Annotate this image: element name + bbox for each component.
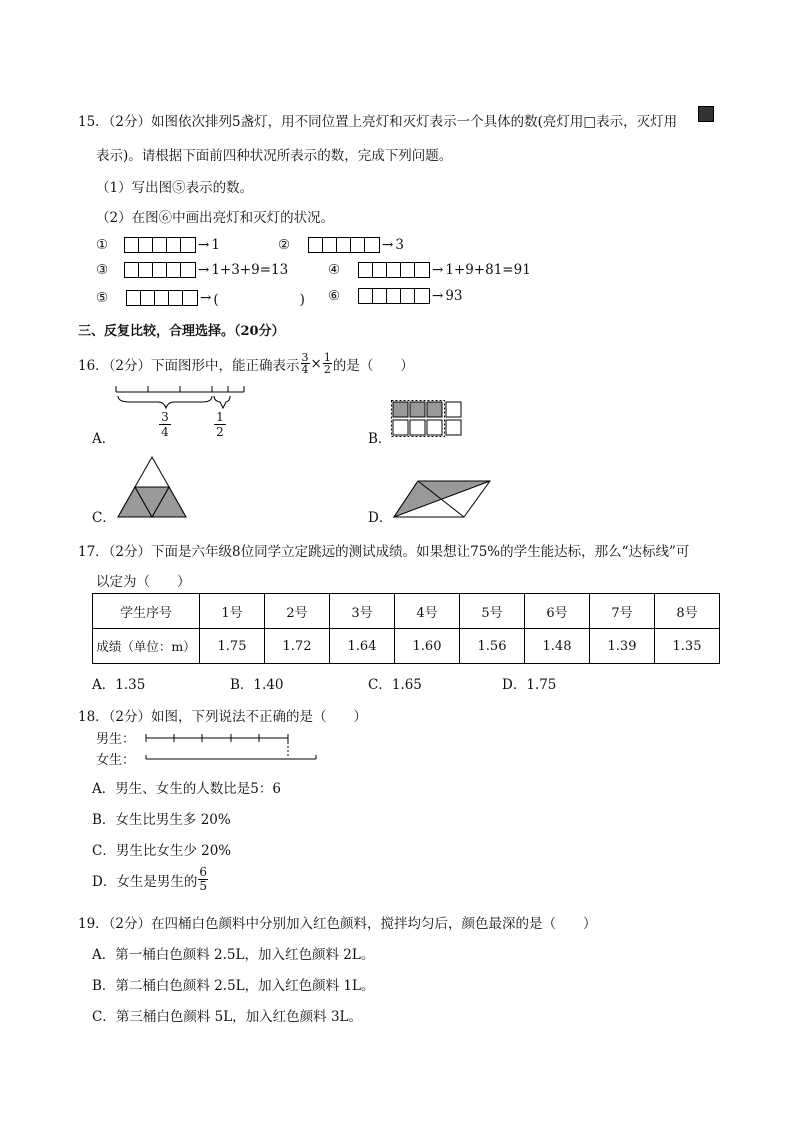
scores-table [92, 593, 720, 664]
table-cell: 1.72 [265, 629, 330, 664]
girls-label: 女生： [96, 753, 136, 768]
q15-stem-line2: 表示)。请根据下面前四种状况所表示的数，完成下列问题。 [96, 148, 453, 164]
arrow-icon: → [432, 262, 444, 278]
arrow-icon: → [382, 237, 394, 253]
lamp-row-4 [328, 262, 531, 278]
lamp-label: ① [96, 237, 109, 253]
lamp-row-1 [96, 237, 220, 253]
table-cell: 1号 [200, 594, 265, 629]
q19-option-b[interactable]: B．第二桶白色颜料 2.5L，加入红色颜料 1L。 [92, 978, 375, 994]
lamp-strip [358, 288, 430, 304]
table-row [93, 594, 720, 629]
lamp-row-6 [328, 288, 463, 304]
q18-option-d[interactable] [92, 866, 209, 893]
q19-option-c[interactable]: C．第三桶白色颜料 5L，加入红色颜料 3L。 [92, 1009, 363, 1025]
q18-option-c[interactable]: C．男生比女生少 20% [92, 843, 232, 859]
q16-stem [78, 352, 414, 375]
q18-option-a[interactable]: A．男生、女生的人数比是5：6 [92, 781, 281, 797]
table-cell: 1.60 [395, 629, 460, 664]
lamp-strip [124, 237, 196, 253]
q19-stem: 19．（2分）在四桶白色颜料中分别加入红色颜料，搅拌均匀后，颜色最深的是（ ） [78, 916, 597, 932]
table-cell: 1.48 [525, 629, 590, 664]
table-cell: 学生序号 [93, 594, 200, 629]
parallelogram-diagram [392, 478, 492, 520]
q15-part2: （2）在图⑥中画出亮灯和灭灯的状况。 [96, 210, 335, 226]
q15-stem-text: 15．（2分）如图依次排列5盏灯，用不同位置上亮灯和灭灯表示一个具体的数(亮灯用□表示，灭灯用 [78, 114, 678, 130]
q16-option-d[interactable]: D． [368, 510, 393, 526]
fraction-three-quarters: $\frac{3}{4}$ [301, 351, 309, 376]
table-cell: 1.56 [460, 629, 525, 664]
q17-option-b[interactable]: B．1.40 [230, 677, 284, 693]
q16-stem-post: 的是（ ） [332, 357, 414, 374]
lamp-value-blank: ( ) [213, 292, 305, 308]
arrow-icon: → [198, 262, 210, 278]
brace-label-three-quarters: 3 4 [159, 410, 171, 439]
table-cell: 1.75 [200, 629, 265, 664]
q19-option-a[interactable]: A．第一桶白色颜料 2.5L，加入红色颜料 2L。 [92, 947, 375, 963]
table-cell: 1.35 [655, 629, 720, 664]
brace-label-one-half: 1 2 [214, 410, 226, 439]
section-heading: 三、反复比较，合理选择。（20分） [78, 324, 285, 339]
q17-option-c[interactable]: C．1.65 [368, 677, 422, 693]
arrow-icon: → [200, 290, 212, 306]
lamp-value: 1+9+81=91 [445, 262, 531, 278]
boys-label: 男生： [96, 732, 136, 747]
grid-shaded-diagram [391, 400, 465, 438]
segment-brace-diagram [110, 384, 250, 446]
triangle-diagram [116, 455, 188, 519]
table-cell: 7号 [590, 594, 655, 629]
table-cell: 6号 [525, 594, 590, 629]
q16-option-a[interactable]: A． [92, 431, 116, 447]
lamp-value: 1 [211, 237, 220, 253]
lamp-strip [126, 290, 198, 306]
lamp-strip [308, 237, 380, 253]
table-cell: 8号 [655, 594, 720, 629]
table-cell: 4号 [395, 594, 460, 629]
q16-stem-pre: 16．（2分）下面图形中，能正确表示 [78, 357, 300, 374]
lamp-label: ⑥ [328, 288, 341, 304]
q17-option-d[interactable]: D．1.75 [502, 677, 557, 693]
table-cell: 5号 [460, 594, 525, 629]
lamp-value: 1+3+9=13 [211, 262, 289, 278]
lamp-strip [358, 262, 430, 278]
table-cell: 2号 [265, 594, 330, 629]
table-cell: 1.64 [330, 629, 395, 664]
lamp-strip [124, 262, 196, 278]
q18-option-b[interactable]: B．女生比男生多 20% [92, 812, 231, 828]
dark-lamp-icon [698, 106, 714, 122]
lamp-label: ③ [96, 262, 109, 278]
table-cell: 3号 [330, 594, 395, 629]
q17-option-a[interactable]: A．1.35 [92, 677, 146, 693]
fraction-six-fifths: $\frac{6}{5}$ [199, 865, 207, 893]
fraction-one-half: $\frac{1}{2}$ [323, 351, 331, 376]
q18-stem: 18．（2分）如图，下列说法不正确的是（ ） [78, 709, 368, 725]
arrow-icon: → [432, 288, 444, 304]
table-cell: 成绩（单位：m） [93, 629, 200, 664]
q15-part1: （1）写出图⑤表示的数。 [96, 180, 254, 196]
table-cell: 1.39 [590, 629, 655, 664]
table-row [93, 629, 720, 664]
lamp-label: ⑤ [96, 290, 109, 306]
q16-option-c[interactable]: C． [92, 510, 116, 526]
q15-stem-line1 [78, 110, 677, 130]
q18-option-d-text: D．女生是男生的 [92, 873, 198, 890]
lamp-label: ④ [328, 262, 341, 278]
arrow-icon: → [198, 237, 210, 253]
q17-stem-line1: 17．（2分）下面是六年级8位同学立定跳远的测试成绩。如果想让75%的学生能达标，那么“达标线”可 [78, 544, 690, 560]
lamp-row-2 [278, 237, 404, 253]
times-sign: × [310, 355, 322, 372]
q17-stem-line2: 以定为（ ） [96, 574, 191, 590]
lamp-value: 93 [445, 288, 463, 304]
lamp-row-5 [96, 288, 305, 308]
lamp-row-3 [96, 262, 288, 278]
lamp-value: 3 [395, 237, 404, 253]
segment-comparison-diagram [140, 730, 322, 766]
q16-option-b[interactable]: B． [368, 431, 392, 447]
lamp-label: ② [278, 237, 291, 253]
